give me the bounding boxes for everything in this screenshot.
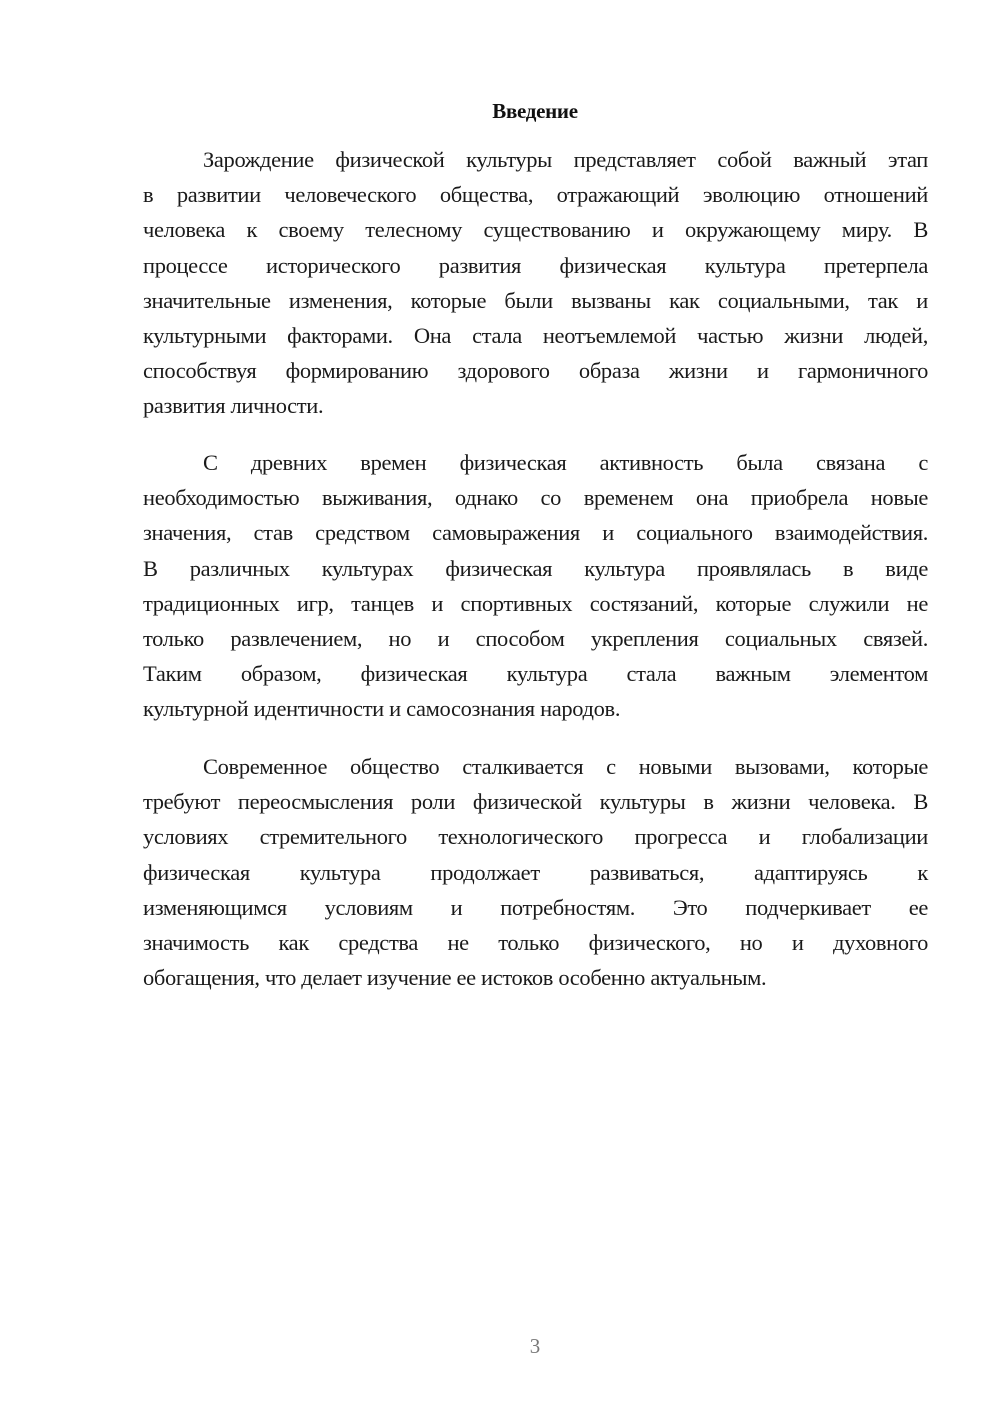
text-line: Современное общество сталкивается с новыми вызовами, которые (203, 754, 928, 779)
text-line: только развлечением, но и способом укрепления социальных связей. (143, 625, 928, 651)
text-line: процессе исторического развития физическая культура претерпела (143, 252, 928, 278)
paragraph-1 (143, 142, 928, 424)
paragraph-3 (143, 749, 928, 995)
paragraph-2 (143, 445, 928, 727)
section-title: Введение (492, 99, 578, 123)
text-line: человека к своему телесному существованию и окружающему миру. В (143, 217, 928, 243)
text-line: С древних времен физическая активность была связана с (203, 450, 928, 475)
text-line: В различных культурах физическая культура проявлялась в виде (143, 555, 928, 581)
text-line: условиях стремительного технологического прогресса и глобализации (143, 824, 928, 850)
text-line: культурной идентичности и самосознания народов. (143, 696, 621, 722)
text-line: в развитии человеческого общества, отражающий эволюцию отношений (143, 182, 928, 208)
text-line: способствуя формированию здорового образа жизни и гармоничного (143, 358, 928, 384)
text-line: развития личности. (143, 393, 324, 419)
text-line: Таким образом, физическая культура стала важным элементом (143, 661, 928, 687)
text-line: традиционных игр, танцев и спортивных состязаний, которые служили не (143, 590, 928, 616)
text-line: значительные изменения, которые были вызваны как социальными, так и (143, 287, 928, 313)
text-line: изменяющимся условиям и потребностям. Это подчеркивает ее (143, 894, 928, 920)
text-line: физическая культура продолжает развиваться, адаптируясь к (143, 859, 928, 885)
page-number: 3 (529, 1334, 541, 1358)
text-line: требуют переосмысления роли физической культуры в жизни человека. В (143, 789, 928, 815)
text-line: культурными факторами. Она стала неотъемлемой частью жизни людей, (143, 322, 928, 348)
text-line: Зарождение физической культуры представляет собой важный этап (203, 147, 928, 172)
text-line: значимость как средства не только физического, но и духовного (143, 929, 928, 955)
text-line: обогащения, что делает изучение ее истоков особенно актуальным. (143, 965, 767, 991)
text-line: значения, став средством самовыражения и социального взаимодействия. (143, 520, 928, 546)
text-line: необходимостью выживания, однако со временем она приобрела новые (143, 485, 928, 511)
